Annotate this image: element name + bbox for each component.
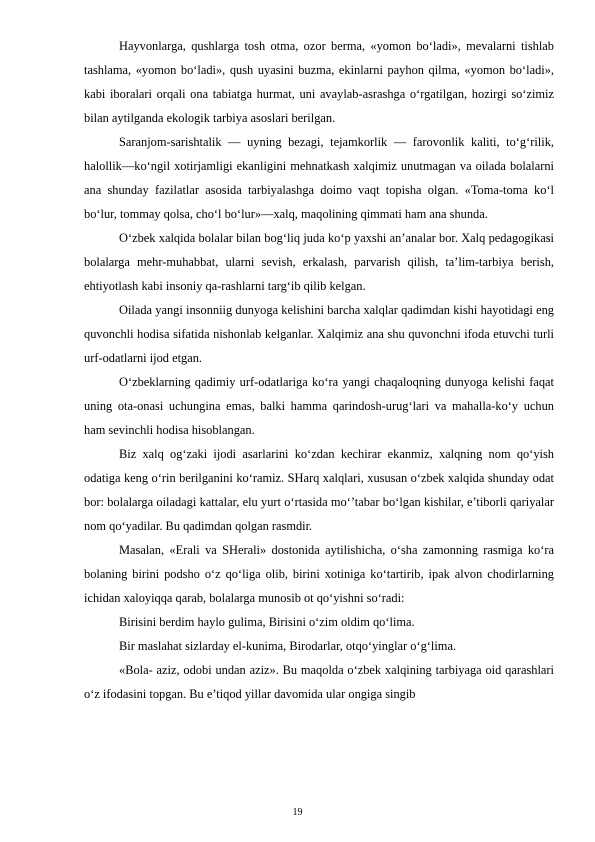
paragraph-epic: Masalan, «Erali va SHerali» dostonida aytilishicha, o‘sha zamonning rasmiga ko‘ra bolaning birini podsho o‘z qo‘liga olib, birini xotiniga ko‘tartirib, ipak alvon chodirlarning ichidan xaloyiqqa qarab, bolalarga munosib ot qo‘yishni so‘radi:: [84, 543, 554, 605]
verse-line-2: Bir maslahat sizlarday el-kunima, Birodarlar, otqo‘yinglar o‘g‘lima.: [119, 639, 457, 653]
paragraph-customs: O‘zbeklarning qadimiy urf-odatlariga ko‘ra yangi chaqaloqning dunyoga kelishi faqat uning ota-onasi uchungina emas, balki hamma qarindosh-urug‘lari va mahalla-ko‘y uchun ham sevinchli hodisa hisoblangan.: [84, 375, 554, 437]
verse-line-1: Birisini berdim haylo gulima, Birisini o‘zim oldim qo‘lima.: [119, 615, 415, 629]
paragraph-traditions: O‘zbek xalqida bolalar bilan bog‘liq juda ko‘p yaxshi an’analar bor. Xalq pedagogikasi bolalarga mehr-muhabbat, ularni sevish, erkalash, parvarish qilish, ta’lim-tarbiya berish, ehtiyotlash kabi insoniy qa-rashlarni targ‘ib qilib kelgan.: [84, 231, 554, 293]
page-number: 19: [292, 807, 303, 818]
paragraph-newborn: Oilada yangi insonniig dunyoga kelishini barcha xalqlar qadimdan kishi hayotidagi eng quvonchli hodisa sifatida nishonlab kelganlar. Xalqimiz ana shu quvonchni ifoda etuvchi turli urf-odatlarni ijod etgan.: [84, 303, 554, 365]
paragraph-proverb: «Bola- aziz, odobi undan aziz». Bu maqolda o‘zbek xalqining tarbiyaga oid qarashlari o‘z ifodasini topgan. Bu e’tiqod yillar davomida ular ongiga singib: [84, 663, 554, 701]
paragraph-naming: Biz xalq og‘zaki ijodi asarlarini ko‘zdan kechirar ekanmiz, xalqning nom qo‘yish odatiga keng o‘rin berilganini ko‘ramiz. SHarq xalqlari, xususan o‘zbek xalqida shunday odat bor: bolalarga oiladagi kattalar, elu yurt o‘rtasida mo‘’tabar bo‘lgan kishilar, e’tiborli qariyalar nom qo‘yadilar. Bu qadimdan qolgan rasmdir.: [84, 447, 554, 533]
paragraph-ecology: Hayvonlarga, qushlarga tosh otma, ozor berma, «yomon bo‘ladi», mevalarni tishlab tashlama, «yomon bo‘ladi», qush uyasini buzma, ekinlarni payhon qilma, «yomon bo‘ladi», kabi iboralari orqali ona tabiatga hurmat, uni avaylab-asrashga o‘rgatilgan, hozirgi so‘zimiz bilan aytilganda ekologik tarbiya asoslari berilgan.: [84, 39, 554, 125]
document-body: [84, 34, 554, 706]
paragraph-tidiness: Saranjom-sarishtalik — uyning bezagi, tejamkorlik — farovonlik kaliti, to‘g‘rilik, halollik—ko‘ngil xotirjamligi ekanligini mehnatkash xalqimiz unutmagan va oilada bolalarni ana shunday fazilatlar asosida tarbiyalashga doimo vaqt topisha olgan. «Toma-toma ko‘l bo‘lur, tommay qolsa, cho‘l bo‘lur»—xalq, maqolining qimmati ham ana shunda.: [84, 135, 554, 221]
